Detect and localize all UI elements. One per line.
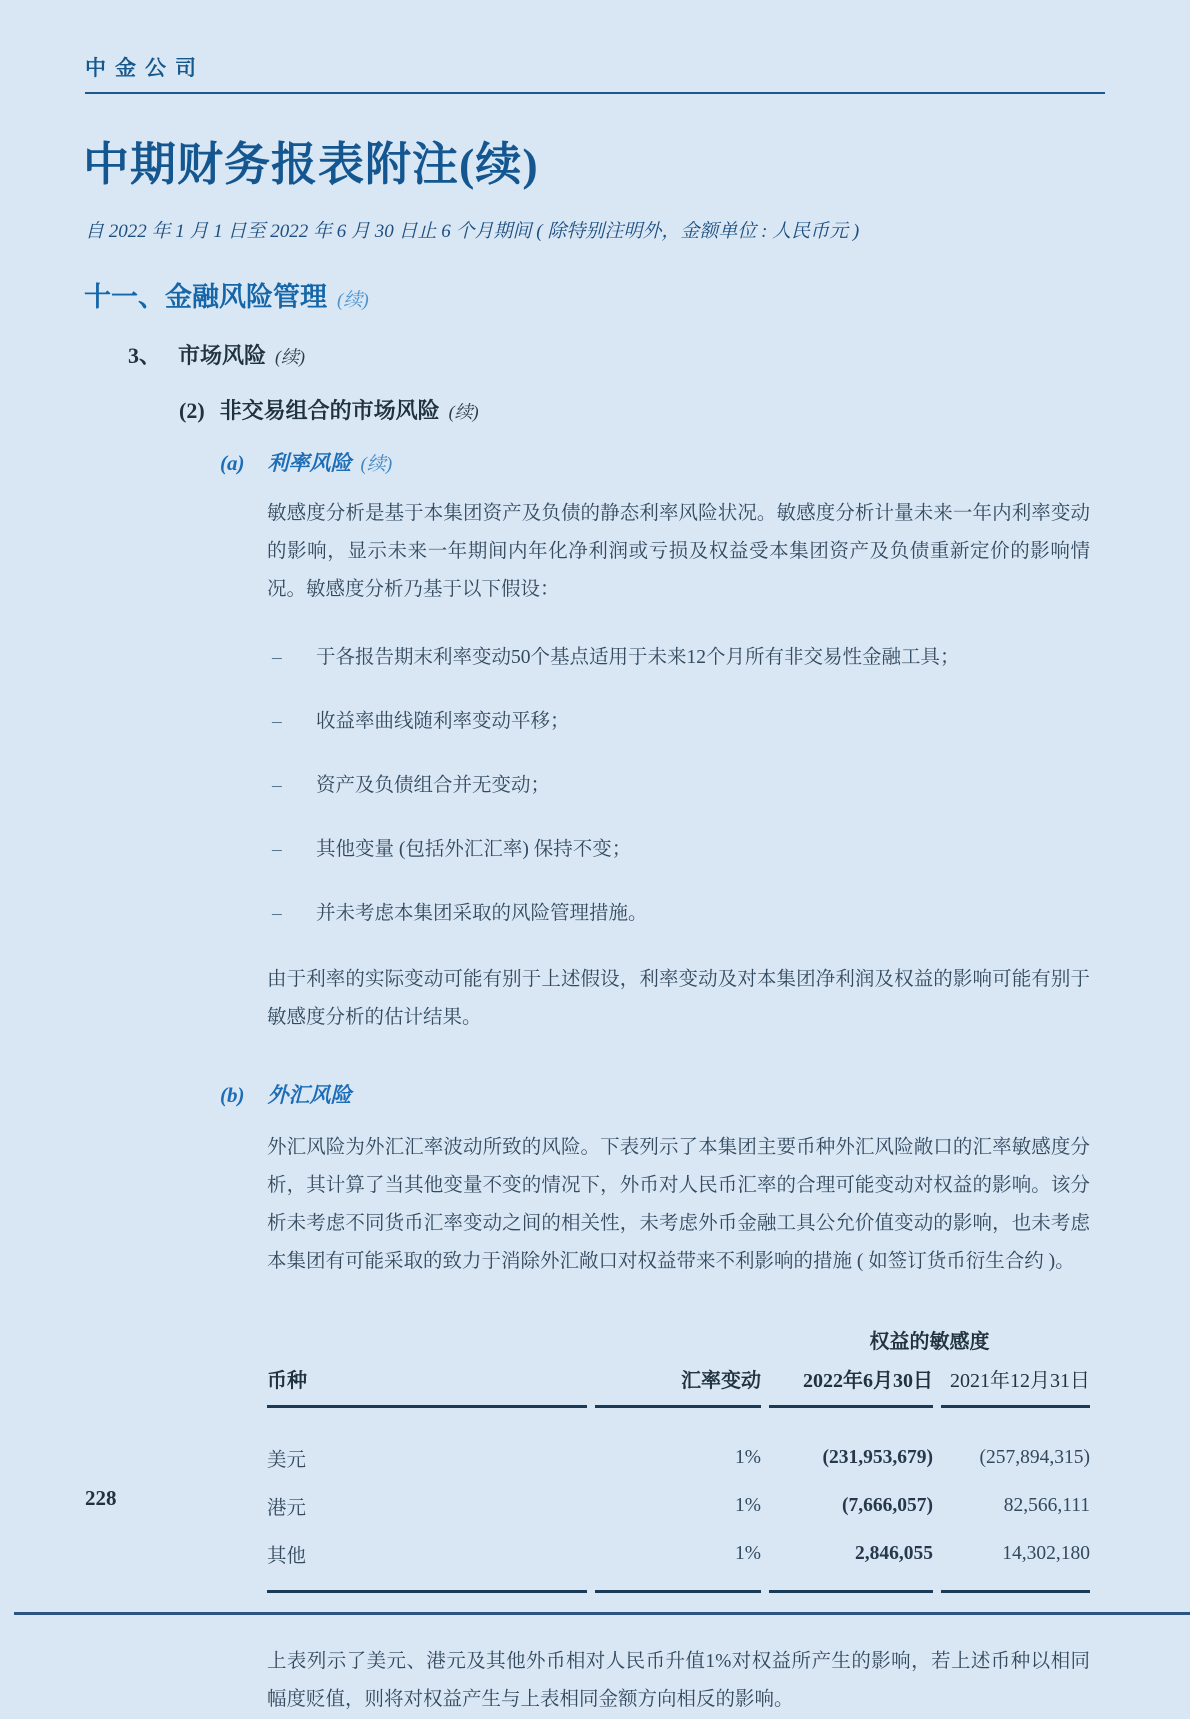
column-header-2021: 2021年12月31日 xyxy=(950,1370,1090,1392)
cell-2022-value: 2,846,055 xyxy=(855,1543,933,1564)
section4b-number: (b) xyxy=(220,1083,245,1107)
cell-2022-value: (231,953,679) xyxy=(822,1447,933,1468)
section4a-continued-tag: (续) xyxy=(360,454,393,475)
dash-bullet: – xyxy=(272,839,282,860)
table-group-header-row xyxy=(267,1325,1090,1354)
list-item xyxy=(272,639,1090,677)
dash-bullet: – xyxy=(272,775,282,796)
cell-currency: 港元 xyxy=(267,1498,307,1519)
cell-2021-value: 82,566,111 xyxy=(1003,1495,1090,1516)
section3-number: (2) xyxy=(179,398,205,423)
table-body xyxy=(267,1408,1090,1578)
section2-label: 市场风险 xyxy=(178,343,267,368)
page-subtitle: 自 2022 年 1 月 1 日至 2022 年 6 月 30 日止 6 个月期间 ( 除特别注明外，金额单位 : 人民币元 ) xyxy=(85,221,860,242)
fx-sensitivity-table xyxy=(267,1325,1090,1593)
list-item xyxy=(272,895,1090,933)
list-item xyxy=(272,831,1090,869)
group-header-equity-sensitivity: 权益的敏感度 xyxy=(869,1331,990,1353)
assumption-text: 资产及负债组合并无变动； xyxy=(316,775,551,796)
column-header-2022: 2022年6月30日 xyxy=(803,1370,933,1392)
section-financial-risk-management xyxy=(84,275,1190,314)
cell-currency: 其他 xyxy=(267,1546,307,1567)
section1-label: 十一、金融风险管理 xyxy=(84,282,327,312)
cell-rate-change: 1% xyxy=(735,1495,761,1516)
assumption-text: 于各报告期末利率变动50个基点适用于未来12个月所有非交易性金融工具； xyxy=(316,647,960,668)
table-row-usd xyxy=(267,1434,1090,1482)
section1-continued-tag: (续) xyxy=(337,290,369,311)
list-item xyxy=(272,767,1090,805)
cell-2021-value: 14,302,180 xyxy=(1002,1543,1090,1564)
column-header-rate-change: 汇率变动 xyxy=(681,1370,761,1392)
cell-rate-change: 1% xyxy=(735,1543,761,1564)
header-rule xyxy=(85,92,1105,94)
table-header-rule xyxy=(267,1405,1090,1408)
paragraph-sensitivity-intro: 敏感度分析是基于本集团资产及负债的静态利率风险状况。敏感度分析计量未来一年内利率变动的影响，显示未来一年期间内年化净利润或亏损及权益受本集团资产及负债重新定价的影响情况。敏感度分析乃基于以下假设： xyxy=(267,503,1090,600)
section4b-label: 外汇风险 xyxy=(267,1083,352,1107)
paragraph-table-explanation: 上表列示了美元、港元及其他外币相对人民币升值1%对权益所产生的影响，若上述币种以相同幅度贬值，则将对权益产生与上表相同金额方向相反的影响。 xyxy=(267,1651,1090,1710)
table-bottom-rule xyxy=(267,1590,1090,1593)
assumption-list xyxy=(272,639,1090,933)
cell-rate-change: 1% xyxy=(735,1447,761,1468)
section-market-risk xyxy=(128,339,1190,370)
dash-bullet: – xyxy=(272,711,282,732)
cell-2021-value: (257,894,315) xyxy=(979,1447,1090,1468)
paragraph-rate-change-caveat: 由于利率的实际变动可能有别于上述假设，利率变动及对本集团净利润及权益的影响可能有别于敏感度分析的估计结果。 xyxy=(267,969,1090,1028)
list-item xyxy=(272,703,1090,741)
assumption-text: 并未考虑本集团采取的风险管理措施。 xyxy=(316,903,648,924)
dash-bullet: – xyxy=(272,903,282,924)
assumption-text: 其他变量 (包括外汇汇率) 保持不变； xyxy=(316,839,632,860)
cell-currency: 美元 xyxy=(267,1450,307,1471)
table-header-row xyxy=(267,1364,1090,1405)
table-row-hkd xyxy=(267,1482,1090,1530)
cell-2022-value: (7,666,057) xyxy=(842,1495,933,1516)
section3-label: 非交易组合的市场风险 xyxy=(219,398,440,423)
section-non-trading-market-risk xyxy=(179,394,1190,425)
section2-number: 3、 xyxy=(128,343,162,368)
section2-continued-tag: (续) xyxy=(275,347,306,367)
section4a-label: 利率风险 xyxy=(267,451,352,475)
page-title: 中期财务报表附注(续) xyxy=(83,139,539,190)
section4a-number: (a) xyxy=(220,451,245,475)
assumption-text: 收益率曲线随利率变动平移； xyxy=(316,711,570,732)
dash-bullet: – xyxy=(272,647,282,668)
paragraph-fx-risk-intro: 外汇风险为外汇汇率波动所致的风险。下表列示了本集团主要币种外汇风险敞口的汇率敏感度分析，其计算了当其他变量不变的情况下，外币对人民币汇率的合理可能变动对权益的影响。该分析未考虑不同货币汇率变动之间的相关性，未考虑外币金融工具公允价值变动的影响，也未考虑本集团有可能采取的致力于消除外汇敞口对权益带来不利影响的措施 ( 如签订货币衍生合约 )。 xyxy=(267,1137,1090,1272)
section-foreign-exchange-risk xyxy=(220,1079,1190,1109)
section-interest-rate-risk xyxy=(220,447,1190,477)
section3-continued-tag: (续) xyxy=(448,402,479,422)
page-number: 228 xyxy=(85,1486,117,1510)
column-header-currency: 币种 xyxy=(267,1370,307,1392)
table-row-other xyxy=(267,1530,1090,1578)
company-name: 中金公司 xyxy=(85,56,205,80)
